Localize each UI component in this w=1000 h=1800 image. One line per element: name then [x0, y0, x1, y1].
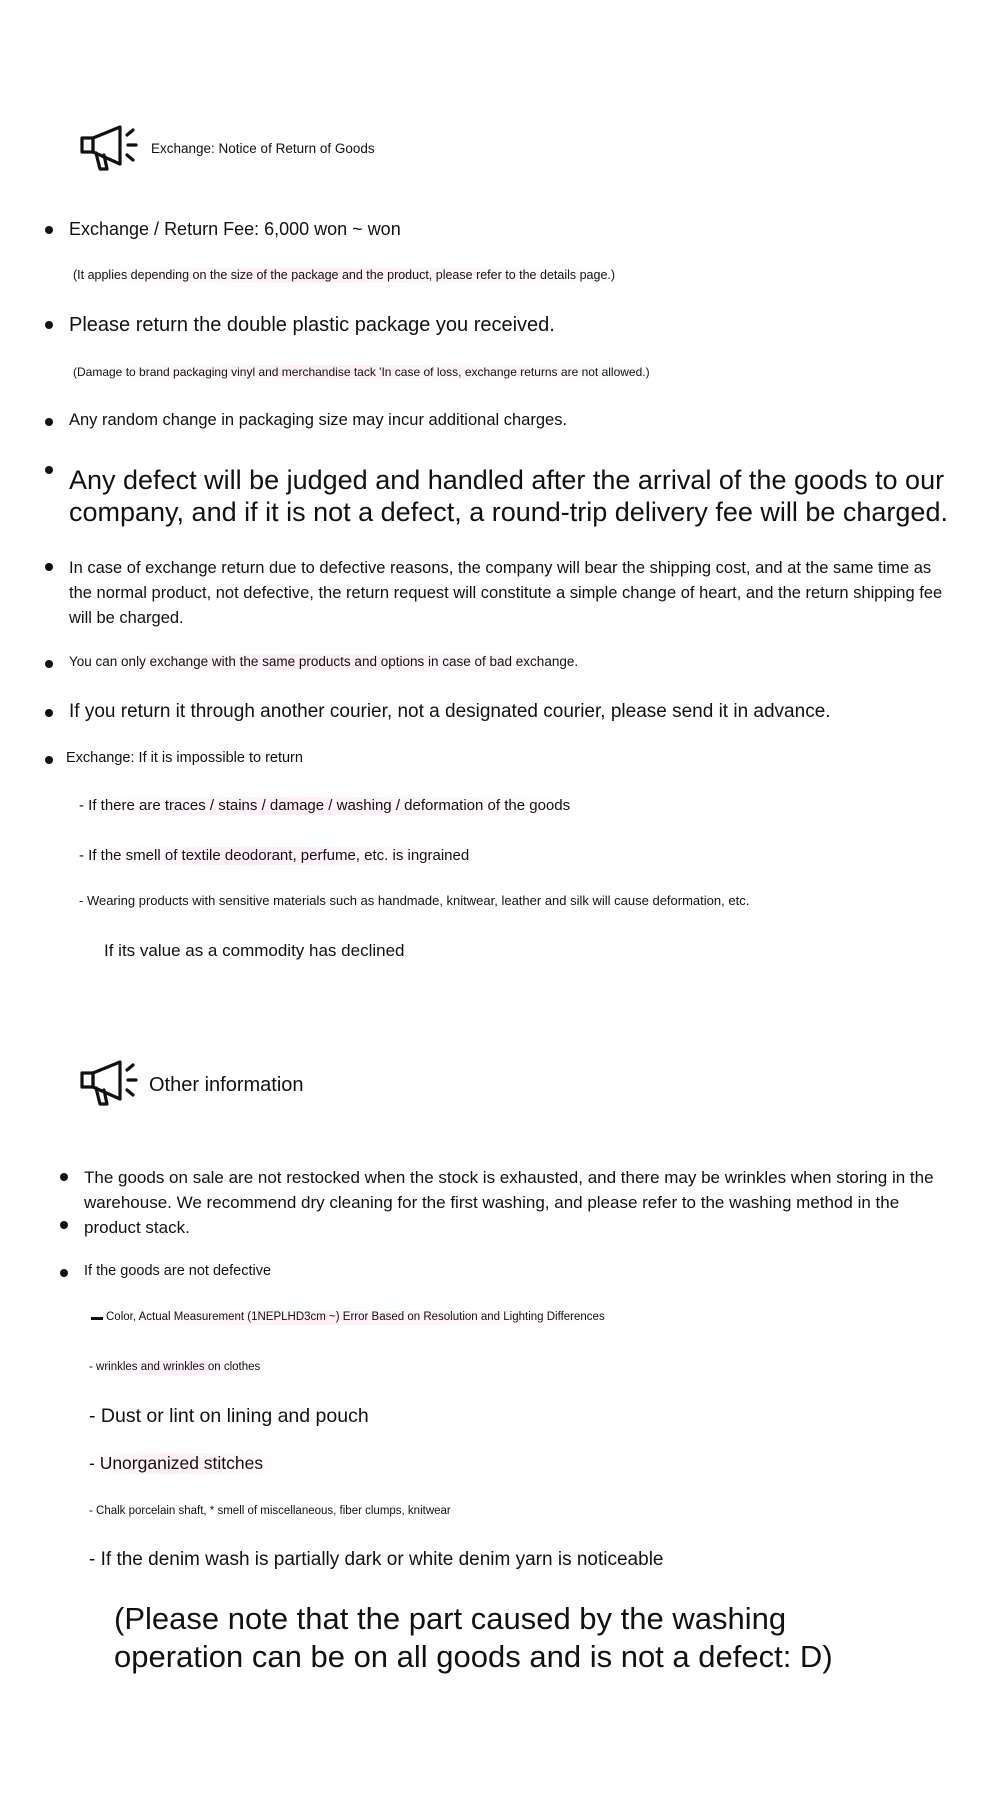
- packaging-change-text: Any random change in packaging size may incur additional charges.: [69, 411, 568, 429]
- section-title-other-info: Other information: [149, 1074, 304, 1096]
- unorganized-stitches-text: - Unorganized stitches: [89, 1453, 283, 1474]
- bullet-dot: [45, 418, 53, 426]
- bullet-dot: [45, 756, 53, 764]
- color-measurement-text: Color, Actual Measurement (1NEPLHD3cm ~) Error Based on Resolution and Lighting Differences: [106, 1311, 625, 1325]
- restock-text: The goods on sale are not restocked when the stock is exhausted, and there may be wrinkles when storing in the warehouse. We recommend dry cleaning for the first washing, and please refer to the washing method in the product stack.: [84, 1168, 934, 1237]
- denim-wash-text: - If the denim wash is partially dark or white denim yarn is noticeable: [89, 1549, 664, 1570]
- return-fee-text: Exchange / Return Fee: 6,000 won ~ won: [69, 219, 401, 239]
- package-size-note: (It applies depending on the size of the package and the product, please refer to the details page.): [73, 268, 655, 283]
- section-title-exchange-notice: Exchange: Notice of Return of Goods: [151, 141, 375, 156]
- defective-return-text: In case of exchange return due to defective reasons, the company will bear the shipping cost, and at the same time as the normal product, not defective, the return request will constitute a simple change of heart, and the return shipping fee will be charged.: [69, 559, 943, 627]
- defect-judgement-text: Any defect will be judged and handled after the arrival of the goods to our company, and if it is not a defect, a round-trip delivery fee will be charged.: [69, 465, 948, 527]
- bullet-dot: [60, 1269, 68, 1277]
- value-declined-text: If its value as a commodity has declined: [104, 941, 405, 960]
- bullet-dot: [45, 321, 53, 329]
- traces-stains-text: - If there are traces / stains / damage / washing / deformation of the goods: [79, 797, 600, 815]
- closing-note: (Please note that the part caused by the washing operation can be on all goods and is not a defect: D): [114, 1601, 833, 1674]
- bullet-dot: [45, 226, 53, 234]
- return-package-text: Please return the double plastic package you received.: [69, 314, 555, 336]
- wrinkles-text: - wrinkles and wrinkles on clothes: [89, 1361, 280, 1375]
- dash-mark: [91, 1317, 103, 1320]
- dust-lint-text: - Dust or lint on lining and pouch: [89, 1405, 369, 1427]
- megaphone-icon: [80, 124, 138, 172]
- smell-ingrained-text: - If the smell of textile deodorant, perfume, etc. is ingrained: [79, 847, 499, 865]
- bullet-dot: [45, 709, 53, 717]
- bullet-dot: [45, 563, 53, 571]
- impossible-return-heading: Exchange: If it is impossible to return: [66, 750, 303, 766]
- sensitive-materials-text: - Wearing products with sensitive materials such as handmade, knitwear, leather and silk will cause deformation, etc.: [79, 893, 750, 908]
- bullet-dot: [60, 1221, 68, 1229]
- other-courier-text: If you return it through another courier, not a designated courier, please send it in advance.: [69, 701, 831, 722]
- not-defective-heading: If the goods are not defective: [84, 1263, 272, 1279]
- megaphone-icon: [80, 1059, 138, 1107]
- same-product-exchange-text: You can only exchange with the same products and options in case of bad exchange.: [69, 654, 618, 670]
- chalk-porcelain-text: - Chalk porcelain shaft, * smell of miscellaneous, fiber clumps, knitwear: [89, 1505, 451, 1517]
- bullet-dot: [45, 660, 53, 668]
- bullet-dot: [60, 1173, 68, 1181]
- bullet-dot: [45, 466, 53, 474]
- packaging-damage-note: (Damage to brand packaging vinyl and merchandise tack 'In case of loss, exchange returns are not allowed.): [73, 365, 690, 379]
